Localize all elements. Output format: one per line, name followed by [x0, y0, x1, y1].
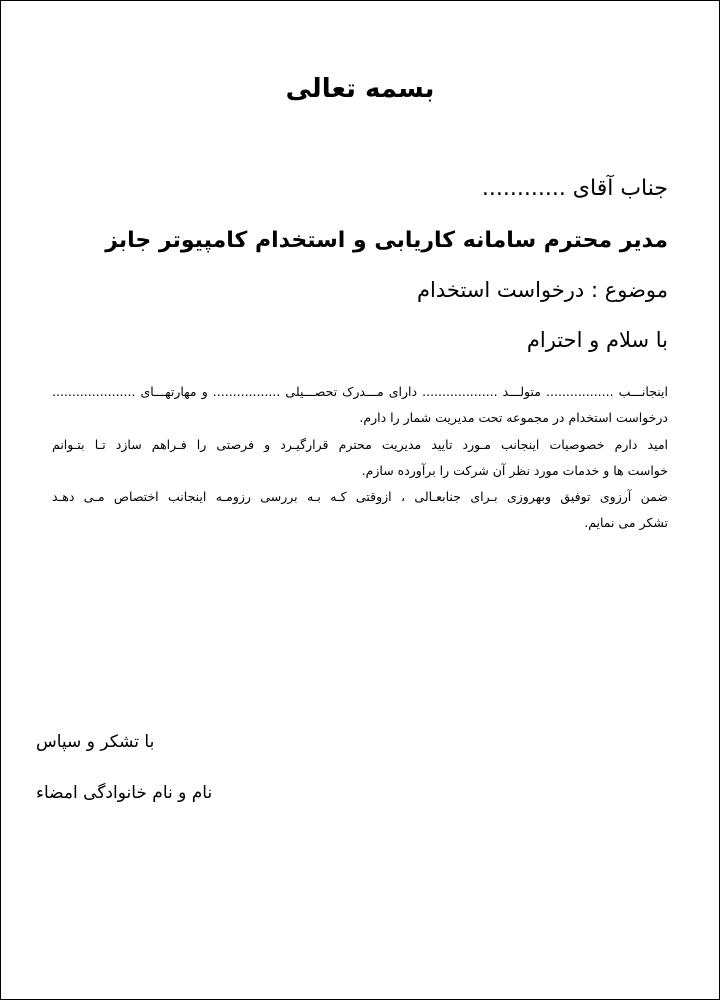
closing-line: با تشکر و سپاس: [36, 732, 155, 752]
body-line: ضمن آرزوی توفیق وبهروزی بـرای جنابعـالی ، ازوقتی کـه بـه بررسی رزومـه اینجانب اختصاص مـی دهـد: [52, 489, 668, 505]
letter-heading: بسمه تعالی: [285, 74, 435, 104]
body-line: خواست ها و خدمات مورد نظر آن شرکت را برآورده سازم.: [361, 462, 668, 478]
subject-line: موضوع : درخواست استخدام: [417, 278, 668, 302]
letter-body: [52, 379, 668, 537]
signature-line: نام و نام خانوادگی امضاء: [36, 783, 213, 803]
body-line: اینجانـــب ................. متولـــد ................... دارای مـــدرک تحصـــیلی ................. و مهارتهـــای .....................: [52, 384, 668, 399]
salutation-line: جناب آقای ............: [481, 176, 668, 201]
body-line: امید دارم خصوصیات اینجانب مـورد تایید مدیریت محترم قرارگیـرد و فرصتی را فـراهم سازد تـا بتـوانم: [52, 436, 668, 452]
recipient-title: مدیر محترم سامانه کاریابی و استخدام کامپیوتر جابز: [105, 228, 668, 253]
greeting-line: با سلام و احترام: [526, 328, 668, 352]
body-line: تشکر می نمایم.: [584, 515, 668, 531]
body-line: درخواست استخدام در مجموعه تحت مدیریت شمار را دارم.: [359, 410, 668, 426]
